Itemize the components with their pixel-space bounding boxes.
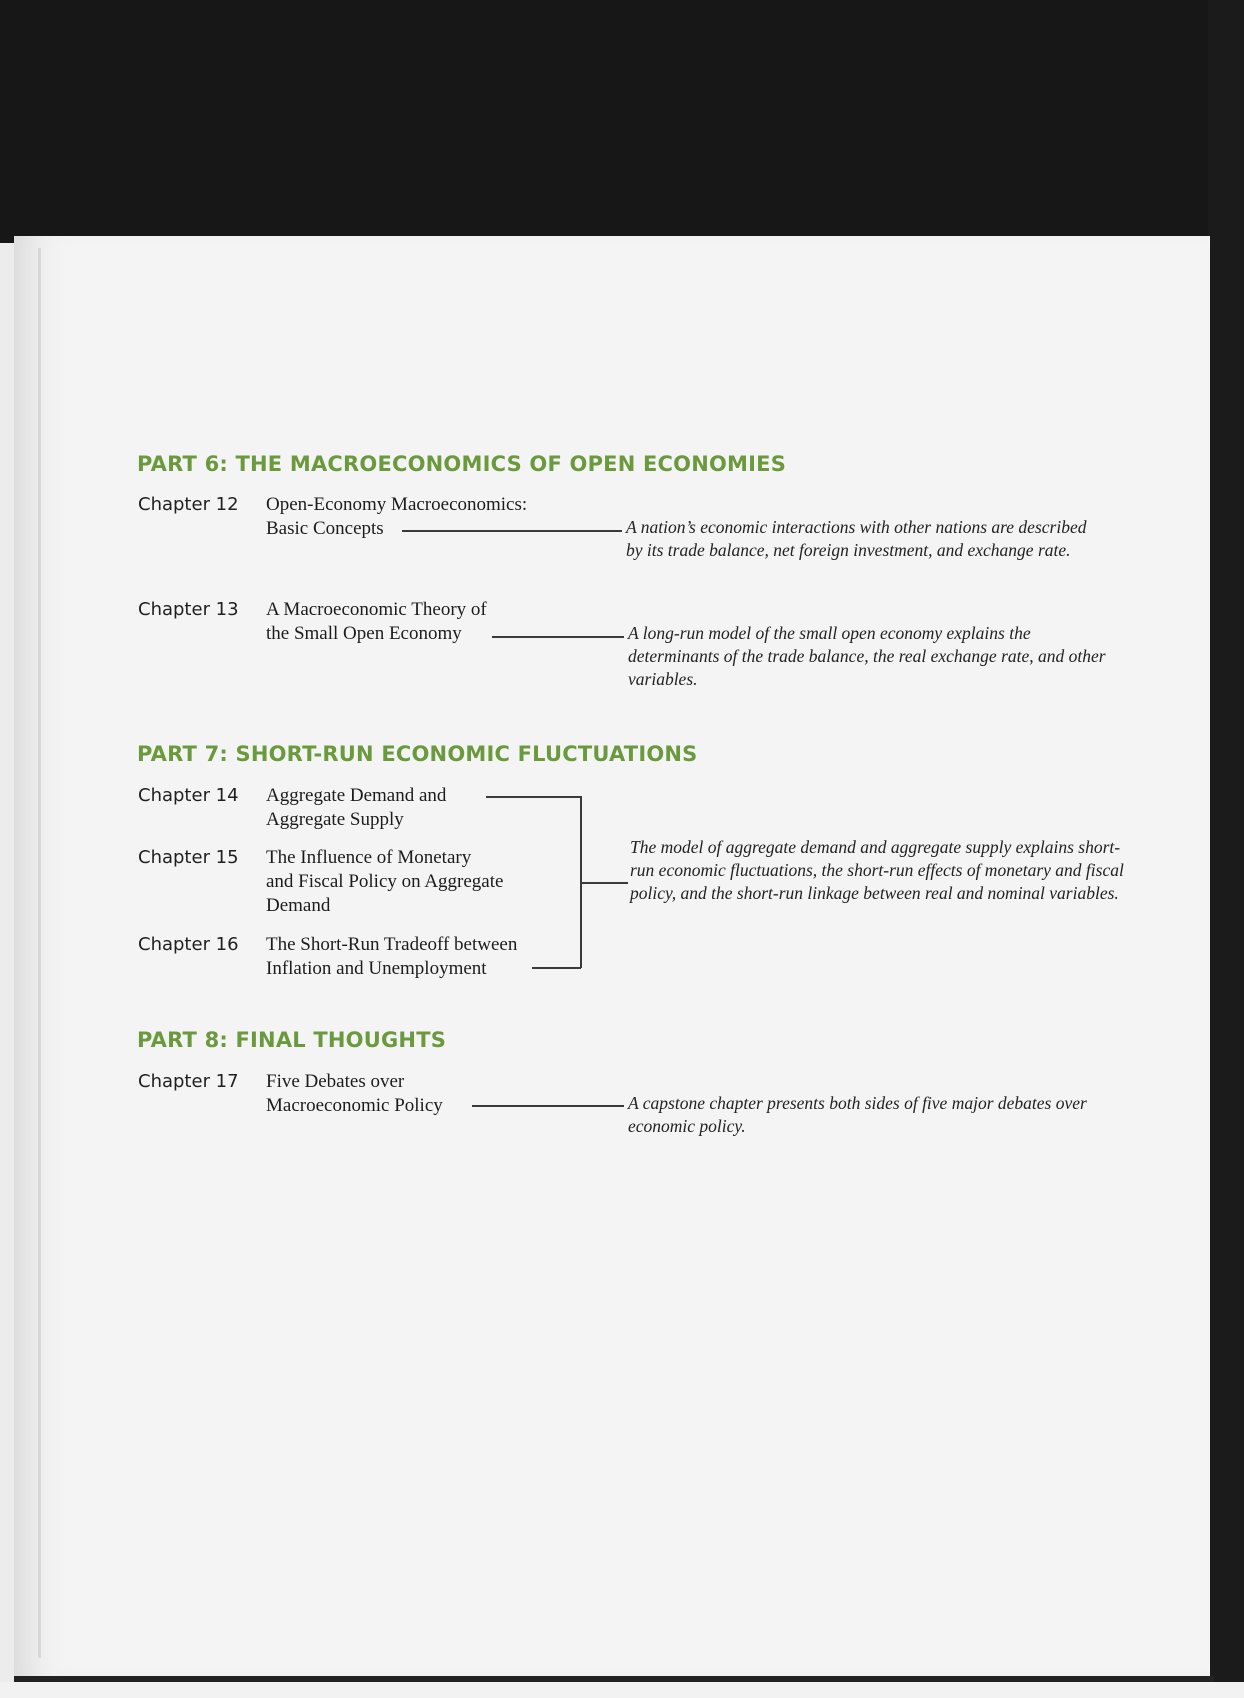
part-8-heading: PART 8: FINAL THOUGHTS [137, 1028, 447, 1052]
chapter-13-number: Chapter 13 [138, 599, 239, 620]
scan-right-edge [1208, 0, 1244, 1698]
scan-dark-band [0, 0, 1244, 243]
chapter-14-title-line-1: Aggregate Demand and [266, 785, 447, 806]
chapter-12-number: Chapter 12 [138, 494, 239, 515]
chapter-15-title-line-2: and Fiscal Policy on Aggregate [266, 871, 504, 892]
chapter-17-title-line-1: Five Debates over [266, 1071, 405, 1092]
chapter-15-title-line-3: Demand [266, 895, 331, 916]
chapter-12-leader-line [402, 530, 622, 532]
chapter-13-title-line-1: A Macroeconomic Theory of [266, 599, 487, 620]
chapter-15-title-line-1: The Influence of Monetary [266, 847, 472, 868]
chapter-16-title [266, 933, 517, 981]
chapter-17-number: Chapter 17 [138, 1071, 239, 1092]
page-spine-shadow [38, 248, 41, 1658]
part-6-heading: PART 6: THE MACROECONOMICS OF OPEN ECONOMIES [137, 452, 787, 476]
chapter-17-description: A capstone chapter presents both sides of five major debates over economic policy. [628, 1093, 1087, 1136]
chapter-13-title-line-2: the Small Open Economy [266, 623, 462, 644]
chapter-14-leader-line [486, 796, 581, 798]
part-7-heading: PART 7: SHORT-RUN ECONOMIC FLUCTUATIONS [137, 742, 698, 766]
chapter-12-title-line-1: Open-Economy Macroeconomics: [266, 494, 528, 515]
chapter-17-title-line-2: Macroeconomic Policy [266, 1095, 443, 1116]
chapter-14-title [266, 784, 446, 832]
chapter-12-title-line-2: Basic Concepts [266, 518, 384, 539]
part-7-description: The model of aggregate demand and aggregate supply explains short-run economic fluctuations, the short-run effects of monetary and fiscal policy, and the short-run linkage between real and nominal variables. [630, 837, 1124, 903]
part-7-bracket-connector [580, 882, 628, 884]
chapter-15-title [266, 846, 503, 918]
chapter-13-description: A long-run model of the small open economy explains the determinants of the trade balance, the real exchange rate, and other variables. [628, 623, 1106, 689]
chapter-12-description: A nation’s economic interactions with other nations are described by its trade balance, net foreign investment, and exchange rate. [626, 517, 1087, 560]
chapter-12-title [266, 493, 527, 541]
chapter-14-title-line-2: Aggregate Supply [266, 809, 404, 830]
chapter-13-leader-line [492, 636, 624, 638]
chapter-17-title [266, 1070, 443, 1118]
chapter-17-leader-line [472, 1105, 624, 1107]
chapter-15-number: Chapter 15 [138, 847, 239, 868]
chapter-16-title-line-2: Inflation and Unemployment [266, 958, 487, 979]
chapter-13-title [266, 598, 487, 646]
chapter-16-number: Chapter 16 [138, 934, 239, 955]
scan-bottom-margin [0, 1682, 1244, 1698]
chapter-14-number: Chapter 14 [138, 785, 239, 806]
chapter-16-leader-line [532, 967, 581, 969]
chapter-16-title-line-1: The Short-Run Tradeoff between [266, 934, 518, 955]
